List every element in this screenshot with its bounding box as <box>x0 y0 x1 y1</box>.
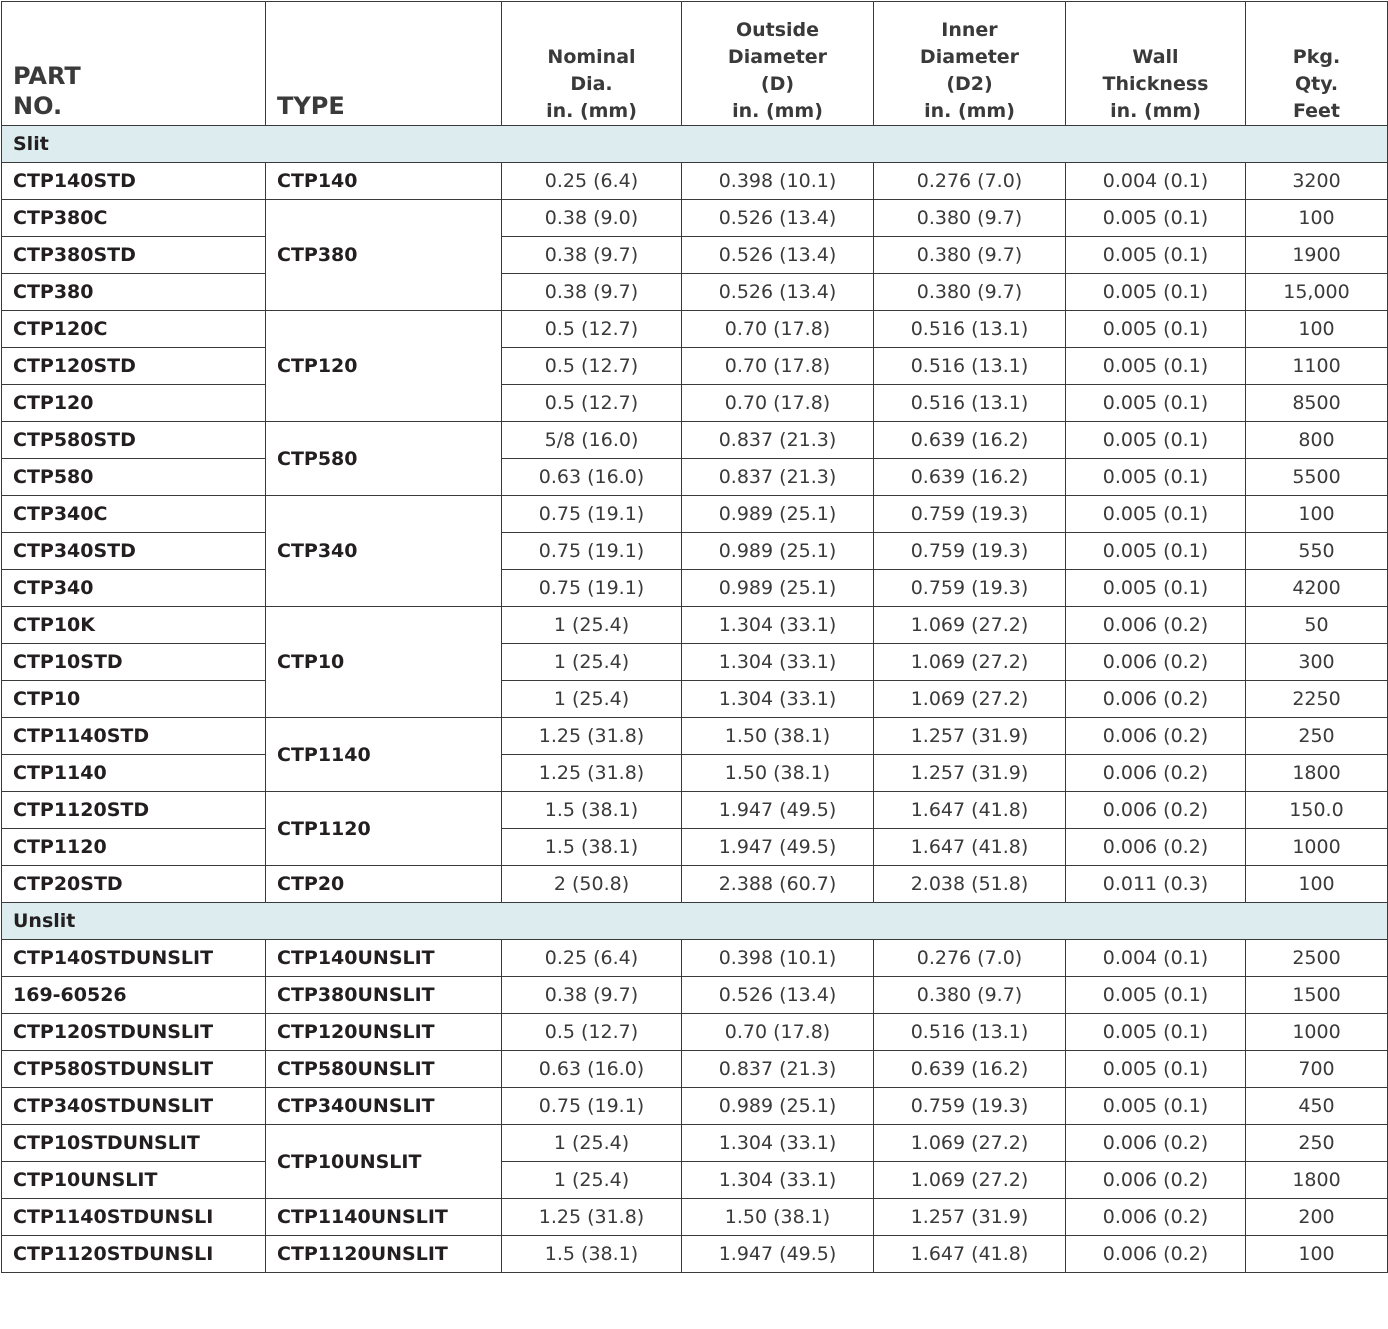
nominal-dia-cell: 0.5 (12.7) <box>502 385 682 422</box>
table-row <box>2 718 1388 755</box>
part-number-cell: CTP120STDUNSLIT <box>2 1014 266 1051</box>
type-cell: CTP580 <box>266 422 502 496</box>
part-number-cell: CTP380 <box>2 274 266 311</box>
table-row <box>2 163 1388 200</box>
header-line: NO. <box>13 92 63 120</box>
table-row <box>2 1125 1388 1162</box>
nominal-dia-cell: 0.63 (16.0) <box>502 1051 682 1088</box>
pkg-qty-cell: 250 <box>1246 718 1388 755</box>
table-row <box>2 1236 1388 1273</box>
header-line: (D2) <box>946 73 993 95</box>
pkg-qty-cell: 2250 <box>1246 681 1388 718</box>
pkg-qty-cell: 1800 <box>1246 755 1388 792</box>
inner-diameter-cell: 0.759 (19.3) <box>874 533 1066 570</box>
table-row <box>2 348 1388 385</box>
outside-diameter-cell: 0.70 (17.8) <box>682 311 874 348</box>
header-line: TYPE <box>277 92 345 120</box>
part-number-cell: CTP1140STDUNSLI <box>2 1199 266 1236</box>
table-row <box>2 829 1388 866</box>
part-number-cell: CTP380C <box>2 200 266 237</box>
pkg-qty-cell: 2500 <box>1246 940 1388 977</box>
part-number-cell: CTP1140 <box>2 755 266 792</box>
part-number-cell: CTP10STDUNSLIT <box>2 1125 266 1162</box>
wall-thickness-cell: 0.006 (0.2) <box>1066 681 1246 718</box>
header-line: Dia. <box>570 73 613 95</box>
pkg-qty-cell: 150.0 <box>1246 792 1388 829</box>
outside-diameter-cell: 1.50 (38.1) <box>682 755 874 792</box>
header-type <box>266 2 502 126</box>
section-title: Slit <box>2 126 1388 163</box>
table-row <box>2 866 1388 903</box>
type-cell: CTP1140 <box>266 718 502 792</box>
pkg-qty-cell: 3200 <box>1246 163 1388 200</box>
part-number-cell: CTP340C <box>2 496 266 533</box>
outside-diameter-cell: 0.526 (13.4) <box>682 200 874 237</box>
part-number-cell: CTP120 <box>2 385 266 422</box>
wall-thickness-cell: 0.005 (0.1) <box>1066 274 1246 311</box>
pkg-qty-cell: 1100 <box>1246 348 1388 385</box>
nominal-dia-cell: 0.75 (19.1) <box>502 496 682 533</box>
outside-diameter-cell: 0.70 (17.8) <box>682 348 874 385</box>
inner-diameter-cell: 0.380 (9.7) <box>874 977 1066 1014</box>
table-row <box>2 459 1388 496</box>
inner-diameter-cell: 1.069 (27.2) <box>874 1162 1066 1199</box>
pkg-qty-cell: 8500 <box>1246 385 1388 422</box>
type-cell: CTP120UNSLIT <box>266 1014 502 1051</box>
part-number-cell: CTP580STD <box>2 422 266 459</box>
nominal-dia-cell: 0.63 (16.0) <box>502 459 682 496</box>
inner-diameter-cell: 0.276 (7.0) <box>874 163 1066 200</box>
nominal-dia-cell: 5/8 (16.0) <box>502 422 682 459</box>
wall-thickness-cell: 0.006 (0.2) <box>1066 644 1246 681</box>
table-row <box>2 237 1388 274</box>
type-cell: CTP20 <box>266 866 502 903</box>
wall-thickness-cell: 0.005 (0.1) <box>1066 200 1246 237</box>
nominal-dia-cell: 0.38 (9.7) <box>502 237 682 274</box>
header-line: in. (mm) <box>732 100 823 122</box>
inner-diameter-cell: 1.647 (41.8) <box>874 829 1066 866</box>
header-outside-diameter <box>682 2 874 126</box>
inner-diameter-cell: 0.639 (16.2) <box>874 422 1066 459</box>
header-line: in. (mm) <box>924 100 1015 122</box>
outside-diameter-cell: 0.989 (25.1) <box>682 496 874 533</box>
inner-diameter-cell: 0.516 (13.1) <box>874 1014 1066 1051</box>
wall-thickness-cell: 0.005 (0.1) <box>1066 311 1246 348</box>
inner-diameter-cell: 1.257 (31.9) <box>874 755 1066 792</box>
nominal-dia-cell: 0.5 (12.7) <box>502 348 682 385</box>
nominal-dia-cell: 1.25 (31.8) <box>502 1199 682 1236</box>
wall-thickness-cell: 0.006 (0.2) <box>1066 755 1246 792</box>
header-line: Thickness <box>1102 73 1209 95</box>
part-number-cell: CTP20STD <box>2 866 266 903</box>
header-line: Diameter <box>727 46 828 68</box>
outside-diameter-cell: 1.947 (49.5) <box>682 829 874 866</box>
inner-diameter-cell: 0.276 (7.0) <box>874 940 1066 977</box>
outside-diameter-cell: 0.526 (13.4) <box>682 237 874 274</box>
outside-diameter-cell: 0.989 (25.1) <box>682 570 874 607</box>
inner-diameter-cell: 0.516 (13.1) <box>874 385 1066 422</box>
nominal-dia-cell: 1.5 (38.1) <box>502 792 682 829</box>
wall-thickness-cell: 0.006 (0.2) <box>1066 607 1246 644</box>
inner-diameter-cell: 1.257 (31.9) <box>874 1199 1066 1236</box>
table-row <box>2 533 1388 570</box>
table-row <box>2 385 1388 422</box>
part-number-cell: CTP10UNSLIT <box>2 1162 266 1199</box>
nominal-dia-cell: 0.38 (9.7) <box>502 977 682 1014</box>
table-row <box>2 1199 1388 1236</box>
pkg-qty-cell: 100 <box>1246 1236 1388 1273</box>
nominal-dia-cell: 0.38 (9.0) <box>502 200 682 237</box>
header-line: Nominal <box>547 46 636 68</box>
nominal-dia-cell: 1.5 (38.1) <box>502 829 682 866</box>
table-row <box>2 1088 1388 1125</box>
type-cell: CTP140 <box>266 163 502 200</box>
part-number-cell: CTP120STD <box>2 348 266 385</box>
pkg-qty-cell: 4200 <box>1246 570 1388 607</box>
inner-diameter-cell: 1.069 (27.2) <box>874 1125 1066 1162</box>
outside-diameter-cell: 1.304 (33.1) <box>682 1162 874 1199</box>
header-line: PART <box>13 62 81 90</box>
nominal-dia-cell: 0.5 (12.7) <box>502 311 682 348</box>
wall-thickness-cell: 0.005 (0.1) <box>1066 385 1246 422</box>
inner-diameter-cell: 0.759 (19.3) <box>874 570 1066 607</box>
part-number-cell: CTP10K <box>2 607 266 644</box>
nominal-dia-cell: 0.5 (12.7) <box>502 1014 682 1051</box>
inner-diameter-cell: 1.257 (31.9) <box>874 718 1066 755</box>
part-number-cell: CTP580 <box>2 459 266 496</box>
type-cell: CTP140UNSLIT <box>266 940 502 977</box>
outside-diameter-cell: 1.304 (33.1) <box>682 1125 874 1162</box>
outside-diameter-cell: 0.526 (13.4) <box>682 274 874 311</box>
type-cell: CTP580UNSLIT <box>266 1051 502 1088</box>
outside-diameter-cell: 0.989 (25.1) <box>682 1088 874 1125</box>
header-part-no <box>2 2 266 126</box>
outside-diameter-cell: 1.50 (38.1) <box>682 718 874 755</box>
part-number-cell: CTP10 <box>2 681 266 718</box>
part-number-cell: CTP580STDUNSLIT <box>2 1051 266 1088</box>
outside-diameter-cell: 1.304 (33.1) <box>682 607 874 644</box>
part-number-cell: CTP1140STD <box>2 718 266 755</box>
wall-thickness-cell: 0.005 (0.1) <box>1066 1014 1246 1051</box>
header-line: Qty. <box>1294 73 1339 95</box>
part-number-cell: CTP120C <box>2 311 266 348</box>
wall-thickness-cell: 0.005 (0.1) <box>1066 459 1246 496</box>
part-number-cell: CTP340STDUNSLIT <box>2 1088 266 1125</box>
type-cell: CTP340 <box>266 496 502 607</box>
table-row <box>2 681 1388 718</box>
pkg-qty-cell: 1800 <box>1246 1162 1388 1199</box>
wall-thickness-cell: 0.006 (0.2) <box>1066 829 1246 866</box>
wall-thickness-cell: 0.005 (0.1) <box>1066 977 1246 1014</box>
nominal-dia-cell: 0.75 (19.1) <box>502 533 682 570</box>
nominal-dia-cell: 0.75 (19.1) <box>502 570 682 607</box>
wall-thickness-cell: 0.011 (0.3) <box>1066 866 1246 903</box>
header-line: (D) <box>760 73 795 95</box>
wall-thickness-cell: 0.005 (0.1) <box>1066 348 1246 385</box>
nominal-dia-cell: 1 (25.4) <box>502 1162 682 1199</box>
wall-thickness-cell: 0.004 (0.1) <box>1066 163 1246 200</box>
type-cell: CTP380UNSLIT <box>266 977 502 1014</box>
nominal-dia-cell: 0.75 (19.1) <box>502 1088 682 1125</box>
pkg-qty-cell: 15,000 <box>1246 274 1388 311</box>
pkg-qty-cell: 550 <box>1246 533 1388 570</box>
wall-thickness-cell: 0.005 (0.1) <box>1066 570 1246 607</box>
part-number-cell: 169-60526 <box>2 977 266 1014</box>
wall-thickness-cell: 0.005 (0.1) <box>1066 533 1246 570</box>
header-line: Inner <box>941 19 998 41</box>
outside-diameter-cell: 1.947 (49.5) <box>682 792 874 829</box>
pkg-qty-cell: 800 <box>1246 422 1388 459</box>
table-row <box>2 644 1388 681</box>
outside-diameter-cell: 0.70 (17.8) <box>682 385 874 422</box>
nominal-dia-cell: 1.25 (31.8) <box>502 755 682 792</box>
table-row <box>2 792 1388 829</box>
wall-thickness-cell: 0.006 (0.2) <box>1066 1125 1246 1162</box>
part-number-cell: CTP1120STDUNSLI <box>2 1236 266 1273</box>
header-nominal-dia <box>502 2 682 126</box>
section-row <box>2 126 1388 163</box>
header-pkg-qty <box>1246 2 1388 126</box>
part-number-cell: CTP380STD <box>2 237 266 274</box>
outside-diameter-cell: 2.388 (60.7) <box>682 866 874 903</box>
section-row <box>2 903 1388 940</box>
nominal-dia-cell: 1 (25.4) <box>502 681 682 718</box>
table-row <box>2 755 1388 792</box>
table-row <box>2 1051 1388 1088</box>
pkg-qty-cell: 250 <box>1246 1125 1388 1162</box>
nominal-dia-cell: 1.5 (38.1) <box>502 1236 682 1273</box>
pkg-qty-cell: 450 <box>1246 1088 1388 1125</box>
pkg-qty-cell: 50 <box>1246 607 1388 644</box>
header-line: Diameter <box>919 46 1020 68</box>
outside-diameter-cell: 1.304 (33.1) <box>682 681 874 718</box>
table-row <box>2 977 1388 1014</box>
header-inner-diameter <box>874 2 1066 126</box>
type-cell: CTP120 <box>266 311 502 422</box>
outside-diameter-cell: 1.304 (33.1) <box>682 644 874 681</box>
nominal-dia-cell: 1.25 (31.8) <box>502 718 682 755</box>
part-number-cell: CTP10STD <box>2 644 266 681</box>
inner-diameter-cell: 0.380 (9.7) <box>874 237 1066 274</box>
wall-thickness-cell: 0.006 (0.2) <box>1066 1199 1246 1236</box>
table-body <box>2 126 1388 1273</box>
inner-diameter-cell: 0.759 (19.3) <box>874 496 1066 533</box>
outside-diameter-cell: 0.398 (10.1) <box>682 940 874 977</box>
type-cell: CTP1120UNSLIT <box>266 1236 502 1273</box>
pkg-qty-cell: 100 <box>1246 311 1388 348</box>
table-row <box>2 422 1388 459</box>
wall-thickness-cell: 0.005 (0.1) <box>1066 496 1246 533</box>
inner-diameter-cell: 1.069 (27.2) <box>874 607 1066 644</box>
pkg-qty-cell: 5500 <box>1246 459 1388 496</box>
specification-table <box>1 1 1388 1273</box>
nominal-dia-cell: 0.25 (6.4) <box>502 163 682 200</box>
header-wall-thickness <box>1066 2 1246 126</box>
type-cell: CTP1120 <box>266 792 502 866</box>
table-row <box>2 570 1388 607</box>
wall-thickness-cell: 0.006 (0.2) <box>1066 1236 1246 1273</box>
table-row <box>2 607 1388 644</box>
inner-diameter-cell: 0.380 (9.7) <box>874 200 1066 237</box>
pkg-qty-cell: 300 <box>1246 644 1388 681</box>
header-line: in. (mm) <box>1110 100 1201 122</box>
part-number-cell: CTP140STDUNSLIT <box>2 940 266 977</box>
pkg-qty-cell: 700 <box>1246 1051 1388 1088</box>
inner-diameter-cell: 0.759 (19.3) <box>874 1088 1066 1125</box>
inner-diameter-cell: 0.380 (9.7) <box>874 274 1066 311</box>
outside-diameter-cell: 0.70 (17.8) <box>682 1014 874 1051</box>
header-line: Pkg. <box>1292 46 1341 68</box>
pkg-qty-cell: 1900 <box>1246 237 1388 274</box>
wall-thickness-cell: 0.005 (0.1) <box>1066 1088 1246 1125</box>
table-row <box>2 200 1388 237</box>
inner-diameter-cell: 1.069 (27.2) <box>874 681 1066 718</box>
wall-thickness-cell: 0.006 (0.2) <box>1066 792 1246 829</box>
inner-diameter-cell: 0.516 (13.1) <box>874 348 1066 385</box>
pkg-qty-cell: 1500 <box>1246 977 1388 1014</box>
type-cell: CTP340UNSLIT <box>266 1088 502 1125</box>
nominal-dia-cell: 1 (25.4) <box>502 644 682 681</box>
table-row <box>2 940 1388 977</box>
table-row <box>2 496 1388 533</box>
outside-diameter-cell: 0.989 (25.1) <box>682 533 874 570</box>
pkg-qty-cell: 1000 <box>1246 1014 1388 1051</box>
part-number-cell: CTP1120STD <box>2 792 266 829</box>
inner-diameter-cell: 2.038 (51.8) <box>874 866 1066 903</box>
wall-thickness-cell: 0.005 (0.1) <box>1066 422 1246 459</box>
header-line: Wall <box>1132 46 1179 68</box>
pkg-qty-cell: 100 <box>1246 200 1388 237</box>
part-number-cell: CTP340STD <box>2 533 266 570</box>
wall-thickness-cell: 0.006 (0.2) <box>1066 718 1246 755</box>
type-cell: CTP1140UNSLIT <box>266 1199 502 1236</box>
inner-diameter-cell: 1.647 (41.8) <box>874 792 1066 829</box>
wall-thickness-cell: 0.004 (0.1) <box>1066 940 1246 977</box>
inner-diameter-cell: 0.639 (16.2) <box>874 1051 1066 1088</box>
header-line: in. (mm) <box>546 100 637 122</box>
wall-thickness-cell: 0.006 (0.2) <box>1066 1162 1246 1199</box>
inner-diameter-cell: 1.647 (41.8) <box>874 1236 1066 1273</box>
part-number-cell: CTP1120 <box>2 829 266 866</box>
outside-diameter-cell: 1.50 (38.1) <box>682 1199 874 1236</box>
table-row <box>2 311 1388 348</box>
inner-diameter-cell: 0.516 (13.1) <box>874 311 1066 348</box>
wall-thickness-cell: 0.005 (0.1) <box>1066 1051 1246 1088</box>
outside-diameter-cell: 0.837 (21.3) <box>682 1051 874 1088</box>
nominal-dia-cell: 0.25 (6.4) <box>502 940 682 977</box>
part-number-cell: CTP340 <box>2 570 266 607</box>
nominal-dia-cell: 2 (50.8) <box>502 866 682 903</box>
table-row <box>2 1014 1388 1051</box>
header-line: Feet <box>1292 100 1341 122</box>
type-cell: CTP10UNSLIT <box>266 1125 502 1199</box>
pkg-qty-cell: 200 <box>1246 1199 1388 1236</box>
table-row <box>2 1162 1388 1199</box>
inner-diameter-cell: 1.069 (27.2) <box>874 644 1066 681</box>
wall-thickness-cell: 0.005 (0.1) <box>1066 237 1246 274</box>
table-header <box>2 2 1388 126</box>
section-title: Unslit <box>2 903 1388 940</box>
type-cell: CTP380 <box>266 200 502 311</box>
outside-diameter-cell: 1.947 (49.5) <box>682 1236 874 1273</box>
nominal-dia-cell: 0.38 (9.7) <box>502 274 682 311</box>
inner-diameter-cell: 0.639 (16.2) <box>874 459 1066 496</box>
pkg-qty-cell: 100 <box>1246 866 1388 903</box>
nominal-dia-cell: 1 (25.4) <box>502 1125 682 1162</box>
part-number-cell: CTP140STD <box>2 163 266 200</box>
outside-diameter-cell: 0.526 (13.4) <box>682 977 874 1014</box>
header-line: Outside <box>735 19 820 41</box>
outside-diameter-cell: 0.398 (10.1) <box>682 163 874 200</box>
type-cell: CTP10 <box>266 607 502 718</box>
nominal-dia-cell: 1 (25.4) <box>502 607 682 644</box>
outside-diameter-cell: 0.837 (21.3) <box>682 459 874 496</box>
pkg-qty-cell: 100 <box>1246 496 1388 533</box>
outside-diameter-cell: 0.837 (21.3) <box>682 422 874 459</box>
table-row <box>2 274 1388 311</box>
header-row <box>2 2 1388 126</box>
pkg-qty-cell: 1000 <box>1246 829 1388 866</box>
